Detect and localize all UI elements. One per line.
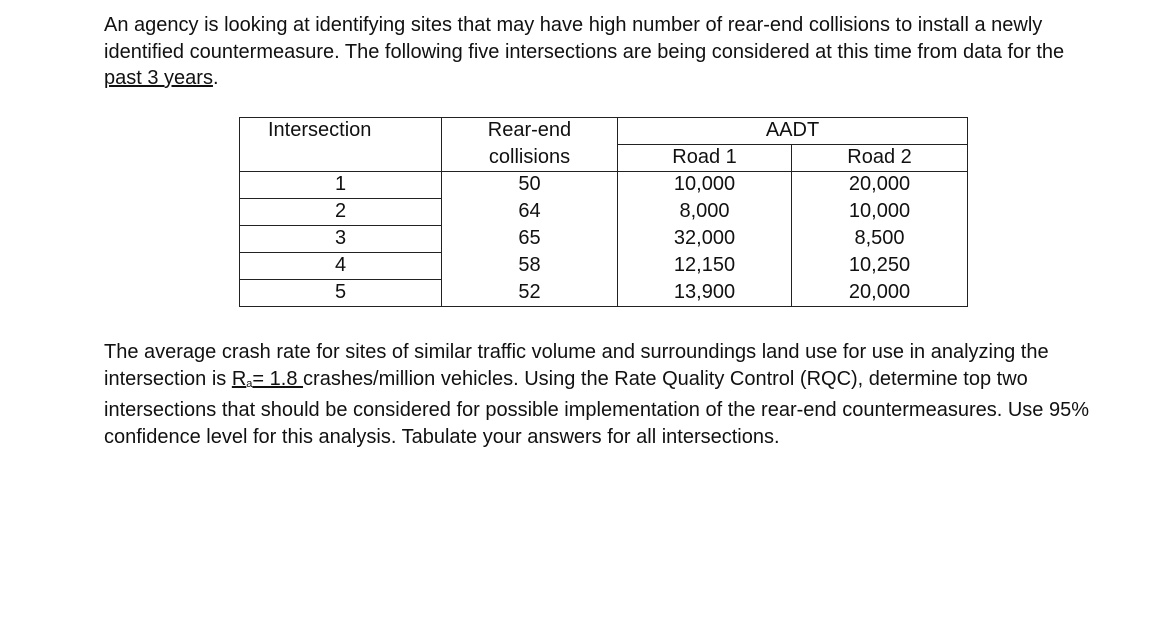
cell-intersection: 3 [240, 226, 442, 253]
cell-road2: 10,000 [792, 199, 968, 226]
cell-collisions: 52 [442, 280, 618, 307]
table-row [240, 199, 968, 226]
table-row [240, 253, 968, 280]
question-paragraph [104, 339, 1104, 450]
intro-text: An agency is looking at identifying sites that may have high number of rear-end collisions to install a newly identified countermeasure. The following five intersections are being considered at this time from data for the [104, 14, 1065, 63]
question-text-part2: crashes/million vehicles. Using the Rate Quality Control (RQC), determine top two intersections that should be considered for possible implementation of the rear-end countermeasures. Use 95% confidence level for this analysis. Tabulate your answers for all intersections. [104, 367, 1089, 448]
header-intersection: Intersection [240, 118, 442, 145]
crash-rate-subscript: a [246, 377, 253, 390]
table-row [240, 172, 968, 199]
cell-intersection: 1 [240, 172, 442, 199]
cell-intersection: 4 [240, 253, 442, 280]
cell-intersection: 5 [240, 280, 442, 307]
table-header-row-2 [240, 145, 968, 172]
cell-road1: 13,900 [618, 280, 792, 307]
crash-rate-R: R [231, 367, 247, 390]
header-road2: Road 2 [792, 145, 968, 172]
cell-road2: 8,500 [792, 226, 968, 253]
collision-data-table [239, 117, 968, 307]
intro-paragraph [104, 12, 1104, 92]
cell-road2: 20,000 [792, 280, 968, 307]
header-aadt: AADT [618, 118, 968, 145]
cell-road2: 20,000 [792, 172, 968, 199]
cell-road1: 8,000 [618, 199, 792, 226]
table-row [240, 226, 968, 253]
intro-underlined-period: past 3 years [104, 67, 213, 89]
question-text-part1: The average crash rate for sites of similar traffic volume and surroundings land use for use in analyzing the intersection is [104, 341, 1049, 390]
cell-collisions: 65 [442, 226, 618, 253]
cell-collisions: 64 [442, 199, 618, 226]
cell-road1: 12,150 [618, 253, 792, 280]
cell-road2: 10,250 [792, 253, 968, 280]
intro-period: . [212, 67, 219, 89]
cell-collisions: 58 [442, 253, 618, 280]
header-road1: Road 1 [618, 145, 792, 172]
header-intersection-blank [240, 145, 442, 172]
header-rear-end-line1: Rear-end [442, 118, 618, 145]
cell-collisions: 50 [442, 172, 618, 199]
cell-road1: 32,000 [618, 226, 792, 253]
header-rear-end-line2: collisions [442, 145, 618, 172]
table-header-row-1 [240, 118, 968, 145]
cell-road1: 10,000 [618, 172, 792, 199]
table-row [240, 280, 968, 307]
crash-rate-value: = 1.8 [252, 367, 304, 390]
crash-rate-symbol [232, 368, 303, 390]
cell-intersection: 2 [240, 199, 442, 226]
